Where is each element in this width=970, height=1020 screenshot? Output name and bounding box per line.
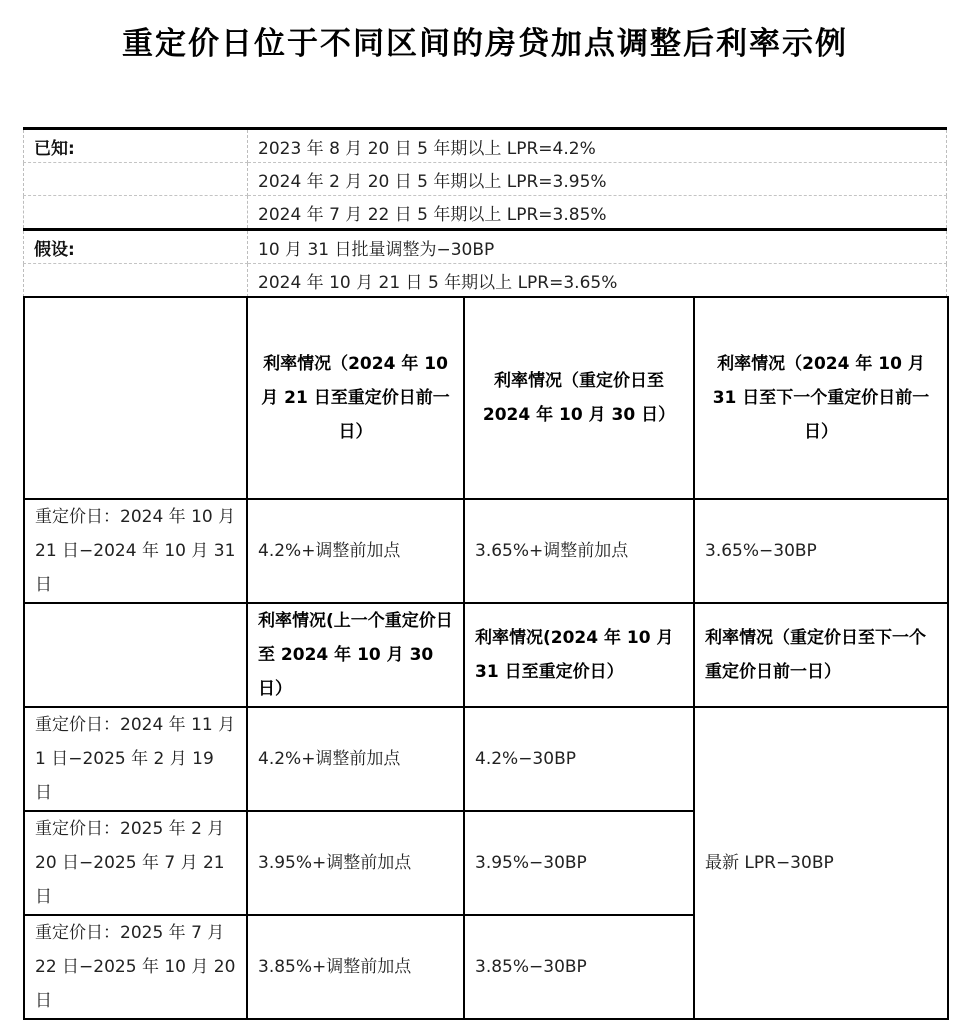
known-row [24, 129, 947, 163]
rate-cell: 3.65%−30BP [694, 499, 948, 603]
table2-header-empty [24, 603, 247, 707]
table2-header-col3: 利率情况（重定价日至下一个重定价日前一日） [694, 603, 948, 707]
page-title: 重定价日位于不同区间的房贷加点调整后利率示例 [122, 26, 848, 62]
repricing-period: 重定价日：2025 年 2 月 20 日−2025 年 7 月 21 日 [24, 811, 247, 915]
assumption-item: 2024 年 10 月 21 日 5 年期以上 LPR=3.65% [248, 264, 947, 297]
empty-label-cell [24, 196, 248, 230]
known-assumption-table [23, 127, 947, 297]
empty-label-cell [24, 163, 248, 196]
rate-cell: 4.2%+调整前加点 [247, 707, 464, 811]
table1-header-col3: 利率情况（2024 年 10 月 31 日至下一个重定价日前一日） [694, 297, 948, 499]
known-label: 已知: [24, 129, 248, 163]
repricing-period: 重定价日：2025 年 7 月 22 日−2025 年 10 月 20 日 [24, 915, 247, 1019]
table2-header-col2: 利率情况(2024 年 10 月 31 日至重定价日） [464, 603, 694, 707]
table-row [24, 499, 948, 603]
rate-cell: 3.85%−30BP [464, 915, 694, 1019]
table1-header-empty [24, 297, 247, 499]
known-row [24, 196, 947, 230]
repricing-period: 重定价日：2024 年 11 月 1 日−2025 年 2 月 19 日 [24, 707, 247, 811]
rate-cell: 3.95%−30BP [464, 811, 694, 915]
rate-cell: 4.2%−30BP [464, 707, 694, 811]
assumption-item: 10 月 31 日批量调整为−30BP [248, 230, 947, 264]
rate-cell: 3.85%+调整前加点 [247, 915, 464, 1019]
known-item: 2024 年 7 月 22 日 5 年期以上 LPR=3.85% [248, 196, 947, 230]
table1-header-col1: 利率情况（2024 年 10 月 21 日至重定价日前一日） [247, 297, 464, 499]
known-item: 2024 年 2 月 20 日 5 年期以上 LPR=3.95% [248, 163, 947, 196]
known-item: 2023 年 8 月 20 日 5 年期以上 LPR=4.2% [248, 129, 947, 163]
rate-cell: 3.65%+调整前加点 [464, 499, 694, 603]
table1-header-col2: 利率情况（重定价日至 2024 年 10 月 30 日） [464, 297, 694, 499]
repricing-period: 重定价日：2024 年 10 月 21 日−2024 年 10 月 31 日 [24, 499, 247, 603]
merged-latest-lpr-cell: 最新 LPR−30BP [694, 707, 948, 1019]
rate-cell: 4.2%+调整前加点 [247, 499, 464, 603]
known-row [24, 163, 947, 196]
assumption-row [24, 264, 947, 297]
rate-example-table [23, 296, 949, 1020]
table1-header-row [24, 297, 948, 499]
assumption-row [24, 230, 947, 264]
table-row [24, 707, 948, 811]
empty-label-cell [24, 264, 248, 297]
assumption-label: 假设: [24, 230, 248, 264]
table2-header-row [24, 603, 948, 707]
rate-cell: 3.95%+调整前加点 [247, 811, 464, 915]
table2-header-col1: 利率情况(上一个重定价日至 2024 年 10 月 30 日） [247, 603, 464, 707]
